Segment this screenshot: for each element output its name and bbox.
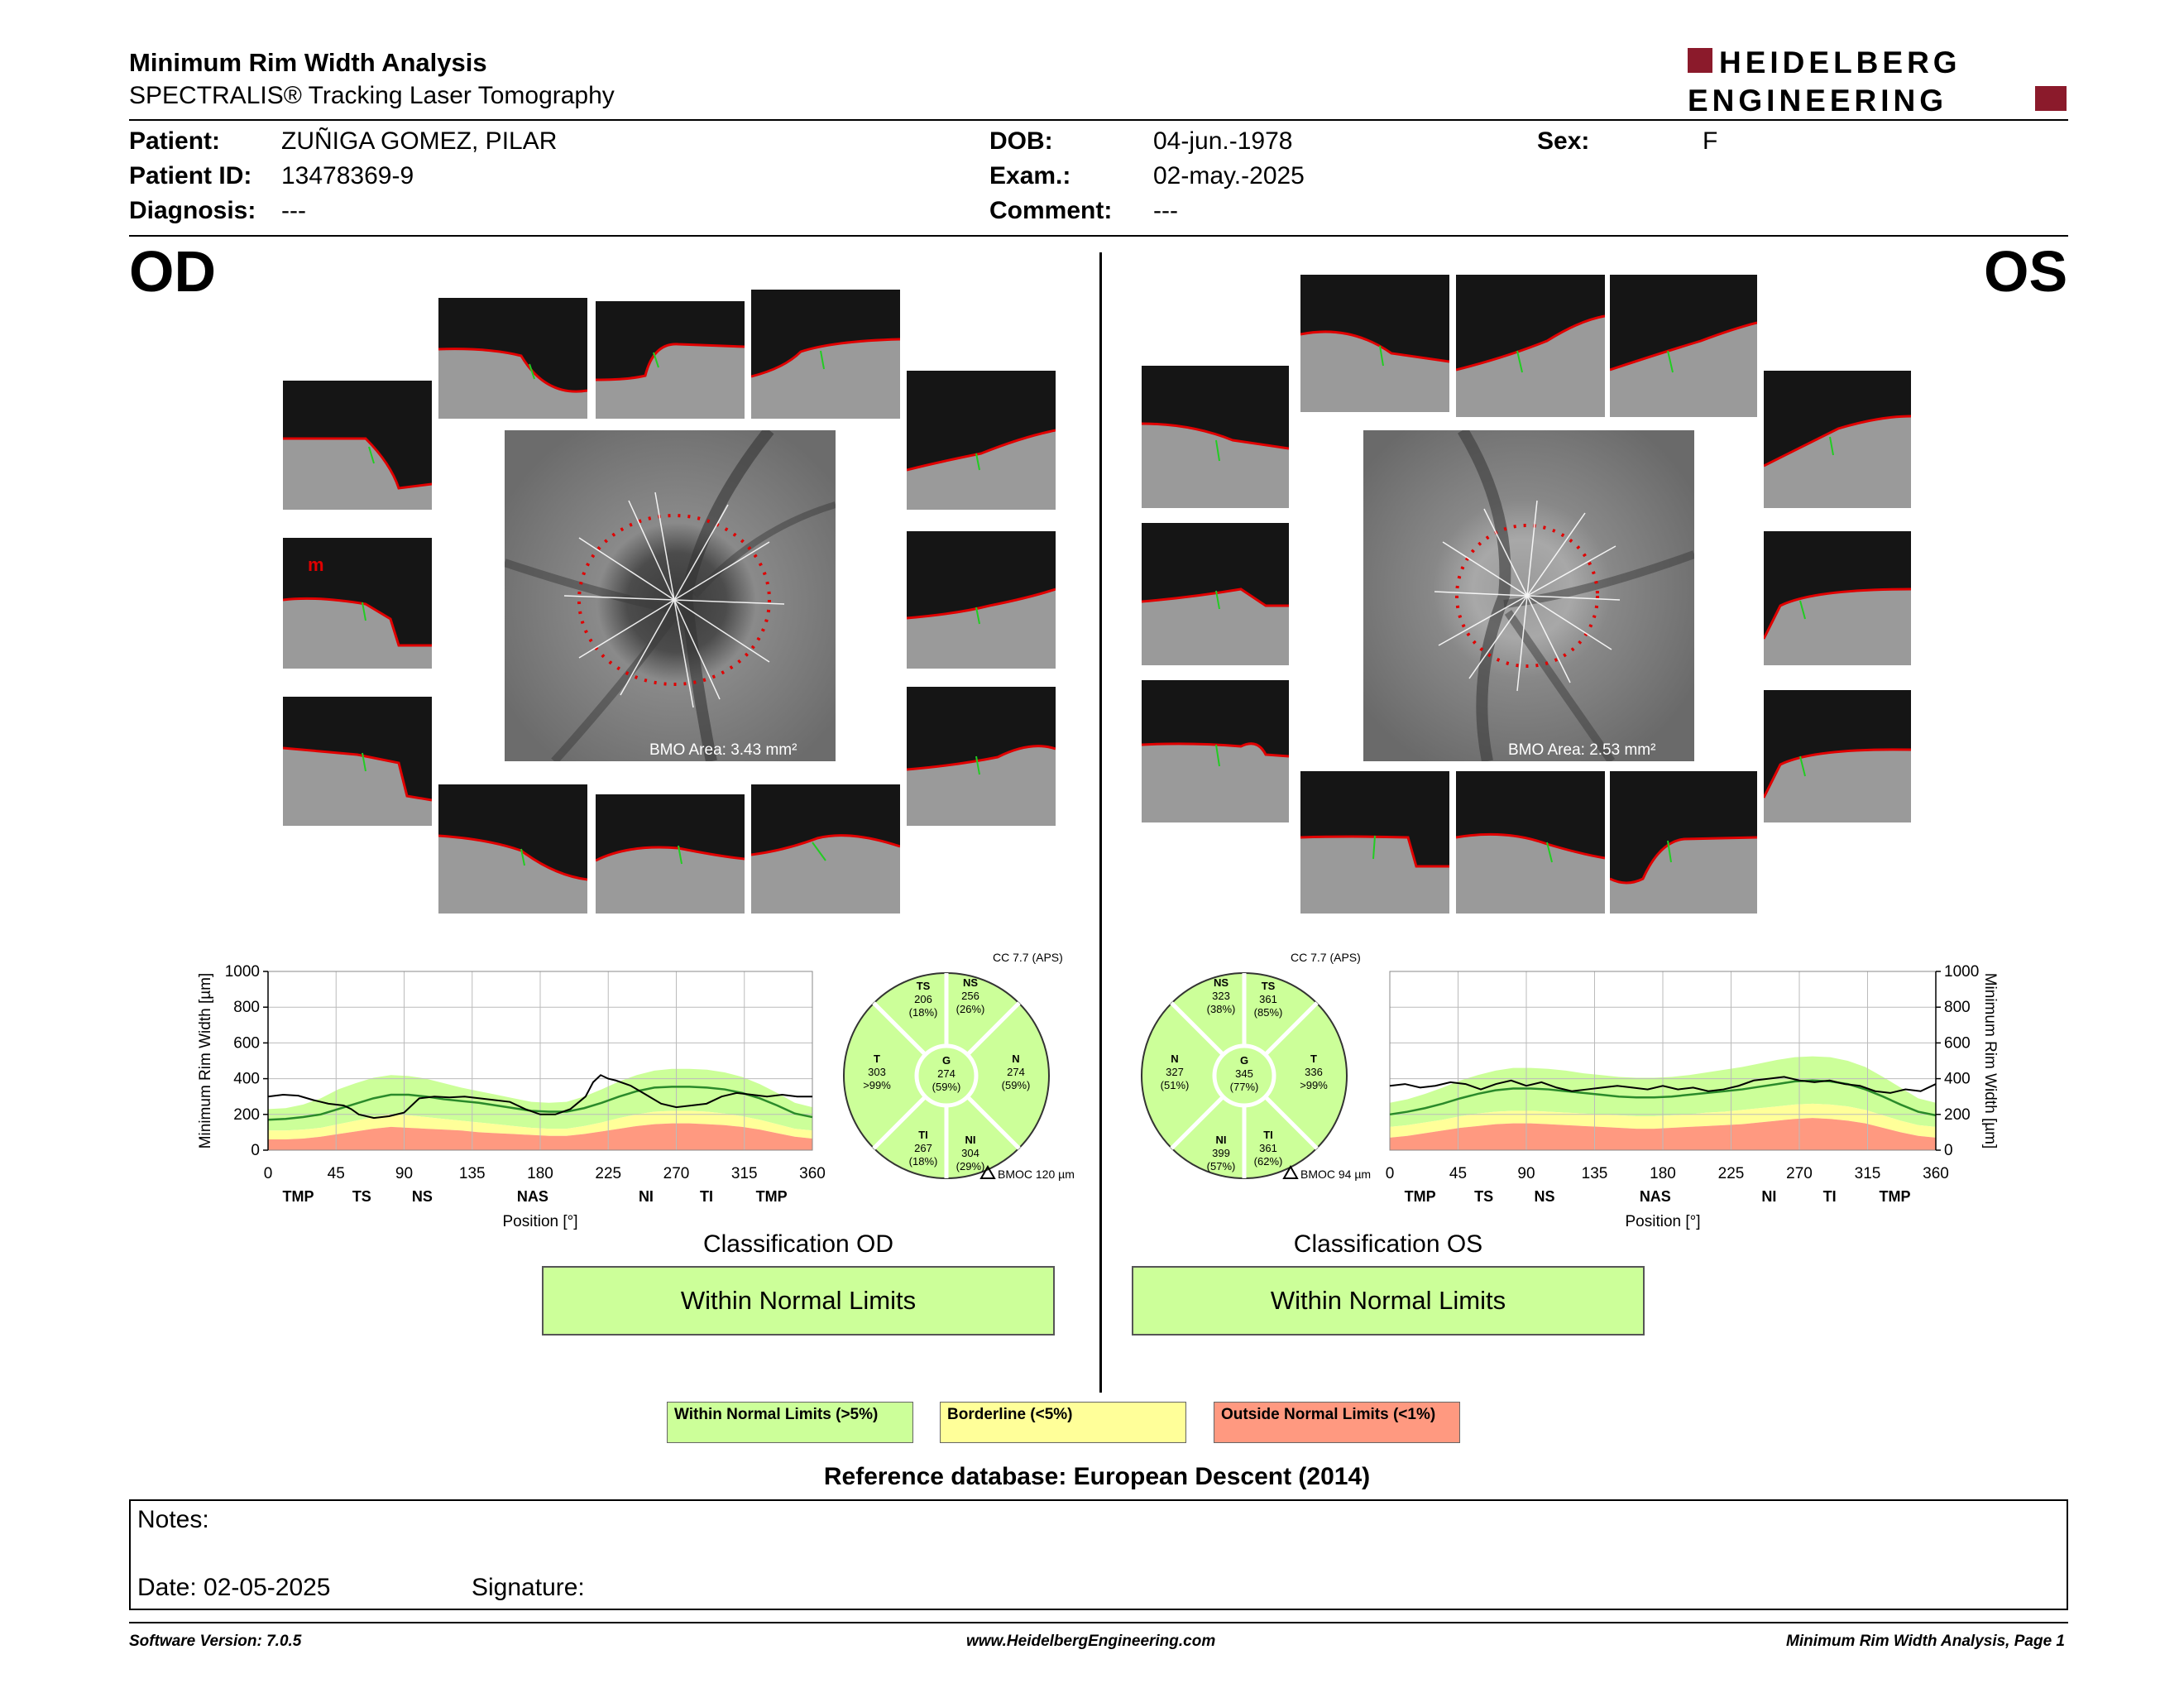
- logo-line1: HEIDELBERG: [1719, 46, 1961, 79]
- x-tick-label: 360: [799, 1165, 826, 1182]
- sector-tick-label: TI: [700, 1188, 714, 1205]
- os-ti-pct: (62%): [1253, 1155, 1283, 1168]
- os-ni-value: 399: [1212, 1147, 1230, 1159]
- exam-value: 02-may.-2025: [1153, 162, 1305, 189]
- od-bscan: [751, 784, 900, 914]
- legend-borderline: Borderline (<5%): [940, 1402, 1186, 1443]
- y-tick-label: 200: [233, 1105, 260, 1124]
- os-n-label: N: [1171, 1053, 1179, 1065]
- os-bscan: [1456, 771, 1605, 914]
- sector-tick-label: TI: [1822, 1188, 1837, 1205]
- x-tick-label: 90: [395, 1165, 414, 1182]
- x-tick-label: 225: [595, 1165, 622, 1182]
- od-bscan: [751, 290, 900, 419]
- diagnosis-label: Diagnosis:: [129, 197, 256, 224]
- od-bscan: [907, 371, 1056, 510]
- sex-value: F: [1703, 127, 1718, 155]
- od-ns-label: NS: [962, 976, 979, 989]
- y-tick-label: 200: [1944, 1105, 1971, 1124]
- reference-database: Reference database: European Descent (2014): [823, 1463, 1371, 1490]
- y-tick-label: 400: [1944, 1070, 1971, 1088]
- os-n-value: 327: [1166, 1066, 1184, 1078]
- y-tick-label: 600: [233, 1034, 260, 1053]
- od-ts-value: 206: [914, 993, 932, 1005]
- od-bscan: [438, 298, 587, 419]
- patient-id-label: Patient ID:: [129, 162, 252, 189]
- exam-label: Exam.:: [989, 162, 1071, 189]
- legend-wnl: Within Normal Limits (>5%): [667, 1402, 913, 1443]
- x-tick-label: 270: [1786, 1165, 1813, 1182]
- y-axis-label: Minimum Rim Width [µm]: [1981, 972, 1999, 1149]
- os-bscan: [1610, 771, 1757, 914]
- os-g-label: G: [1239, 1054, 1249, 1067]
- os-ts-label: TS: [1261, 980, 1276, 992]
- y-tick-label: 0: [251, 1142, 260, 1159]
- os-ts-value: 361: [1259, 993, 1277, 1005]
- os-bscan: [1300, 275, 1449, 412]
- od-t-label: T: [874, 1053, 880, 1065]
- od-bscan: [283, 381, 432, 510]
- os-t-label: T: [1310, 1053, 1317, 1065]
- os-t-pct: >99%: [1300, 1079, 1328, 1091]
- notes-label: Notes:: [137, 1506, 209, 1533]
- od-ti-label: TI: [918, 1129, 928, 1141]
- od-t-value: 303: [868, 1066, 886, 1078]
- od-ti-pct: (18%): [908, 1155, 938, 1168]
- os-bscan: [1764, 371, 1911, 508]
- logo-line2: ENGINEERING: [1688, 84, 1948, 117]
- os-n-pct: (51%): [1160, 1079, 1190, 1091]
- od-ti-value: 267: [914, 1142, 932, 1154]
- signature-label: Signature:: [472, 1574, 585, 1601]
- os-bscan: [1142, 680, 1289, 822]
- os-sector-wheel: [1133, 950, 1373, 1188]
- os-bmo-area: BMO Area: 2.53 mm²: [1508, 741, 1656, 759]
- report-subtitle: SPECTRALIS® Tracking Laser Tomography: [129, 82, 615, 109]
- page-label: Minimum Rim Width Analysis, Page 1: [1786, 1633, 2065, 1650]
- sector-tick-label: TMP: [282, 1188, 314, 1205]
- od-bscan: [907, 531, 1056, 669]
- od-bscan: [283, 538, 432, 669]
- x-tick-label: 270: [663, 1165, 690, 1182]
- od-t-pct: >99%: [863, 1079, 891, 1091]
- od-ni-label: NI: [965, 1134, 976, 1146]
- comment-value: ---: [1153, 197, 1178, 224]
- notes-box: [129, 1499, 2068, 1610]
- eye-separator: [1099, 252, 1102, 1393]
- os-bscan: [1764, 690, 1911, 822]
- dob-value: 04-jun.-1978: [1153, 127, 1293, 155]
- x-axis-label: Position [°]: [502, 1213, 578, 1230]
- x-tick-label: 225: [1717, 1165, 1745, 1182]
- os-t-value: 336: [1305, 1066, 1323, 1078]
- od-n-pct: (59%): [1001, 1079, 1031, 1091]
- od-bscan: [438, 784, 587, 914]
- od-bscan: [596, 794, 745, 914]
- heidelberg-logo: [1688, 46, 2068, 117]
- od-label: OD: [129, 239, 216, 304]
- os-ti-value: 361: [1259, 1142, 1277, 1154]
- od-ns-pct: (26%): [956, 1003, 985, 1015]
- sector-tick-label: TMP: [755, 1188, 788, 1205]
- x-tick-label: 135: [458, 1165, 486, 1182]
- x-tick-label: 360: [1923, 1165, 1949, 1182]
- od-ni-value: 304: [961, 1147, 979, 1159]
- od-bscan: [596, 301, 745, 419]
- x-tick-label: 135: [1581, 1165, 1608, 1182]
- os-g-pct: (77%): [1229, 1081, 1259, 1093]
- y-tick-label: 600: [1944, 1034, 1971, 1053]
- os-classification-title: Classification OS: [1293, 1230, 1483, 1258]
- od-bmo-area: BMO Area: 3.43 mm²: [649, 741, 797, 759]
- os-ns-value: 323: [1212, 990, 1230, 1002]
- sector-tick-label: TS: [352, 1188, 371, 1205]
- sector-tick-label: NAS: [516, 1188, 548, 1205]
- x-tick-label: 315: [1854, 1165, 1881, 1182]
- sector-tick-label: NI: [1761, 1188, 1777, 1205]
- patient-rule: [129, 235, 2068, 237]
- sector-tick-label: TMP: [1404, 1188, 1436, 1205]
- os-bmoc: BMOC 94 µm: [1300, 1168, 1372, 1181]
- sector-tick-label: TMP: [1879, 1188, 1911, 1205]
- od-classification-box: Within Normal Limits: [542, 1266, 1055, 1336]
- patient-id-value: 13478369-9: [281, 162, 414, 189]
- os-bscan: [1610, 275, 1757, 417]
- od-mrw-chart: [192, 952, 829, 1233]
- website-link[interactable]: www.HeidelbergEngineering.com: [966, 1633, 1216, 1650]
- x-tick-label: 45: [1449, 1165, 1468, 1182]
- os-bscan: [1142, 523, 1289, 665]
- footer-rule: [129, 1622, 2068, 1623]
- os-label: OS: [1984, 239, 2068, 304]
- os-ns-pct: (38%): [1206, 1003, 1236, 1015]
- os-bscan: [1456, 275, 1605, 417]
- od-bscan: [907, 687, 1056, 826]
- od-classification-title: Classification OD: [702, 1230, 894, 1258]
- od-bscan: [283, 697, 432, 826]
- x-tick-label: 45: [327, 1165, 345, 1182]
- y-tick-label: 0: [1944, 1142, 1953, 1159]
- y-tick-label: 400: [233, 1070, 260, 1088]
- sex-label: Sex:: [1537, 127, 1590, 155]
- date-label: Date: 02-05-2025: [137, 1574, 331, 1601]
- os-cc-label: CC 7.7 (APS): [1291, 951, 1361, 964]
- diagnosis-value: ---: [281, 197, 306, 224]
- os-bscan: [1300, 771, 1449, 914]
- od-g-label: G: [941, 1054, 951, 1067]
- dob-label: DOB:: [989, 127, 1053, 155]
- x-tick-label: 180: [527, 1165, 553, 1182]
- patient-name: ZUÑIGA GOMEZ, PILAR: [281, 127, 558, 155]
- os-bscan: [1764, 531, 1911, 665]
- od-fundus-image: [505, 430, 836, 761]
- od-g-pct: (59%): [932, 1081, 961, 1093]
- logo-square-top: [1688, 48, 1712, 73]
- od-n-value: 274: [1007, 1066, 1025, 1078]
- os-ti-label: TI: [1263, 1129, 1273, 1141]
- report-title: Minimum Rim Width Analysis: [129, 48, 487, 77]
- software-version: Software Version: 7.0.5: [129, 1633, 302, 1650]
- legend-onl: Outside Normal Limits (<1%): [1214, 1402, 1460, 1443]
- x-tick-label: 90: [1517, 1165, 1535, 1182]
- y-axis-label: Minimum Rim Width [µm]: [197, 972, 214, 1149]
- sector-tick-label: NS: [1534, 1188, 1555, 1205]
- od-cc-label: CC 7.7 (APS): [993, 951, 1063, 964]
- os-bscan: [1142, 366, 1289, 508]
- os-ns-label: NS: [1213, 976, 1229, 989]
- os-classification-box: Within Normal Limits: [1132, 1266, 1645, 1336]
- patient-label: Patient:: [129, 127, 221, 155]
- od-bmoc: BMOC 120 µm: [998, 1168, 1075, 1181]
- od-ts-pct: (18%): [908, 1006, 938, 1019]
- x-tick-label: 315: [730, 1165, 758, 1182]
- sector-tick-label: NS: [411, 1188, 433, 1205]
- y-tick-label: 1000: [1944, 963, 1980, 981]
- os-g-value: 345: [1235, 1067, 1253, 1080]
- os-ni-label: NI: [1215, 1134, 1227, 1146]
- os-ni-pct: (57%): [1206, 1160, 1236, 1172]
- header-rule: [129, 119, 2068, 121]
- x-tick-label: 0: [263, 1165, 273, 1182]
- od-g-value: 274: [937, 1067, 956, 1080]
- od-ts-label: TS: [916, 980, 931, 992]
- x-tick-label: 180: [1650, 1165, 1676, 1182]
- od-n-label: N: [1012, 1053, 1020, 1065]
- comment-label: Comment:: [989, 197, 1113, 224]
- os-fundus-image: [1363, 430, 1694, 761]
- os-ts-pct: (85%): [1253, 1006, 1283, 1019]
- od-ni-pct: (29%): [956, 1160, 985, 1172]
- os-mrw-chart: [1357, 952, 2010, 1233]
- logo-square-bottom: [2035, 86, 2067, 111]
- y-tick-label: 800: [233, 999, 260, 1017]
- od-ns-value: 256: [961, 990, 979, 1002]
- od-marker-m: m: [308, 554, 324, 575]
- y-tick-label: 1000: [224, 963, 260, 981]
- od-sector-wheel: [836, 950, 1075, 1188]
- x-axis-label: Position [°]: [1625, 1213, 1701, 1230]
- sector-tick-label: NI: [638, 1188, 654, 1205]
- sector-tick-label: TS: [1474, 1188, 1494, 1205]
- x-tick-label: 0: [1385, 1165, 1395, 1182]
- sector-tick-label: NAS: [1639, 1188, 1671, 1205]
- y-tick-label: 800: [1944, 999, 1971, 1017]
